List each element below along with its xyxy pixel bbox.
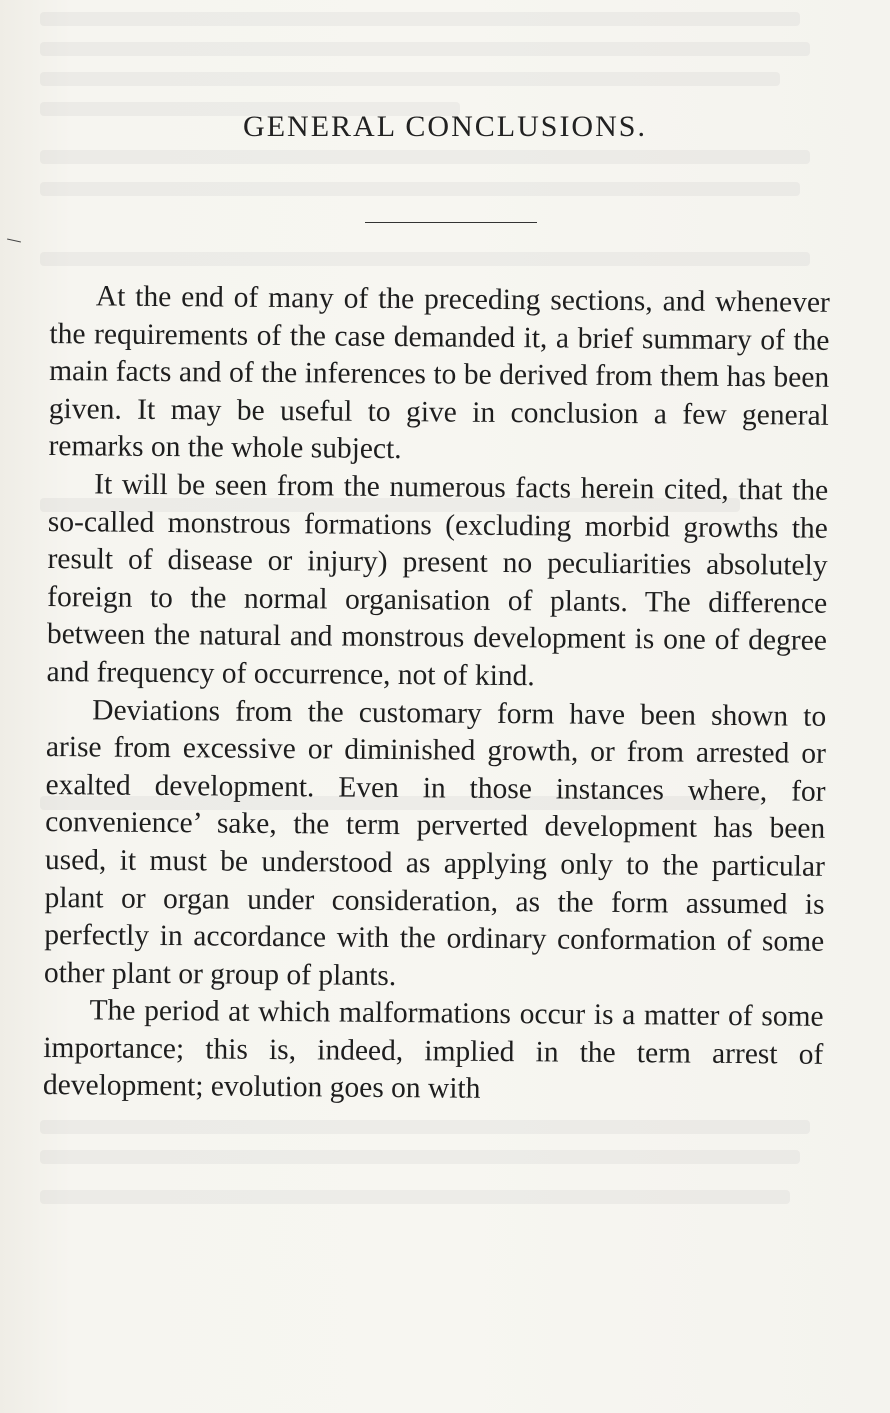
paragraph: The period at which malformations occur is a matter of some importance; this is, indeed, implied in the term arrest of development; evolution goes on with	[42, 994, 824, 1106]
margin-mark	[7, 239, 21, 243]
paragraph: It will be seen from the numerous facts herein cited, that the so-called monstrous formations (excluding morbid growths the result of disease or injury) present no peculiarities absolutely foreign to the normal organisation of plants. The difference between the natural and monstrous development is one of degree and frequency of occurrence, not of kind.	[46, 468, 829, 693]
paragraph: Deviations from the customary form have been shown to arise from excessive or diminished growth, or from arrested or exalted development. Even in those instances where, for convenience’ sake, the term perverted development has been used, it must be understood as applying only to the particular plant or organ under consideration, as the form assumed is perfectly in accordance with the ordinary conformation of some other plant or group of plants.	[43, 693, 827, 992]
chapter-title: GENERAL CONCLUSIONS.	[243, 110, 647, 143]
title-rule	[365, 222, 537, 223]
body-text	[43, 278, 830, 1112]
paragraph: At the end of many of the preceding sections, and whenever the requirements of the case demanded it, a brief summary of the main facts and of the inferences to be derived from them has been given. It may be useful to give in conclusion a few general remarks on the whole subject.	[48, 280, 830, 466]
